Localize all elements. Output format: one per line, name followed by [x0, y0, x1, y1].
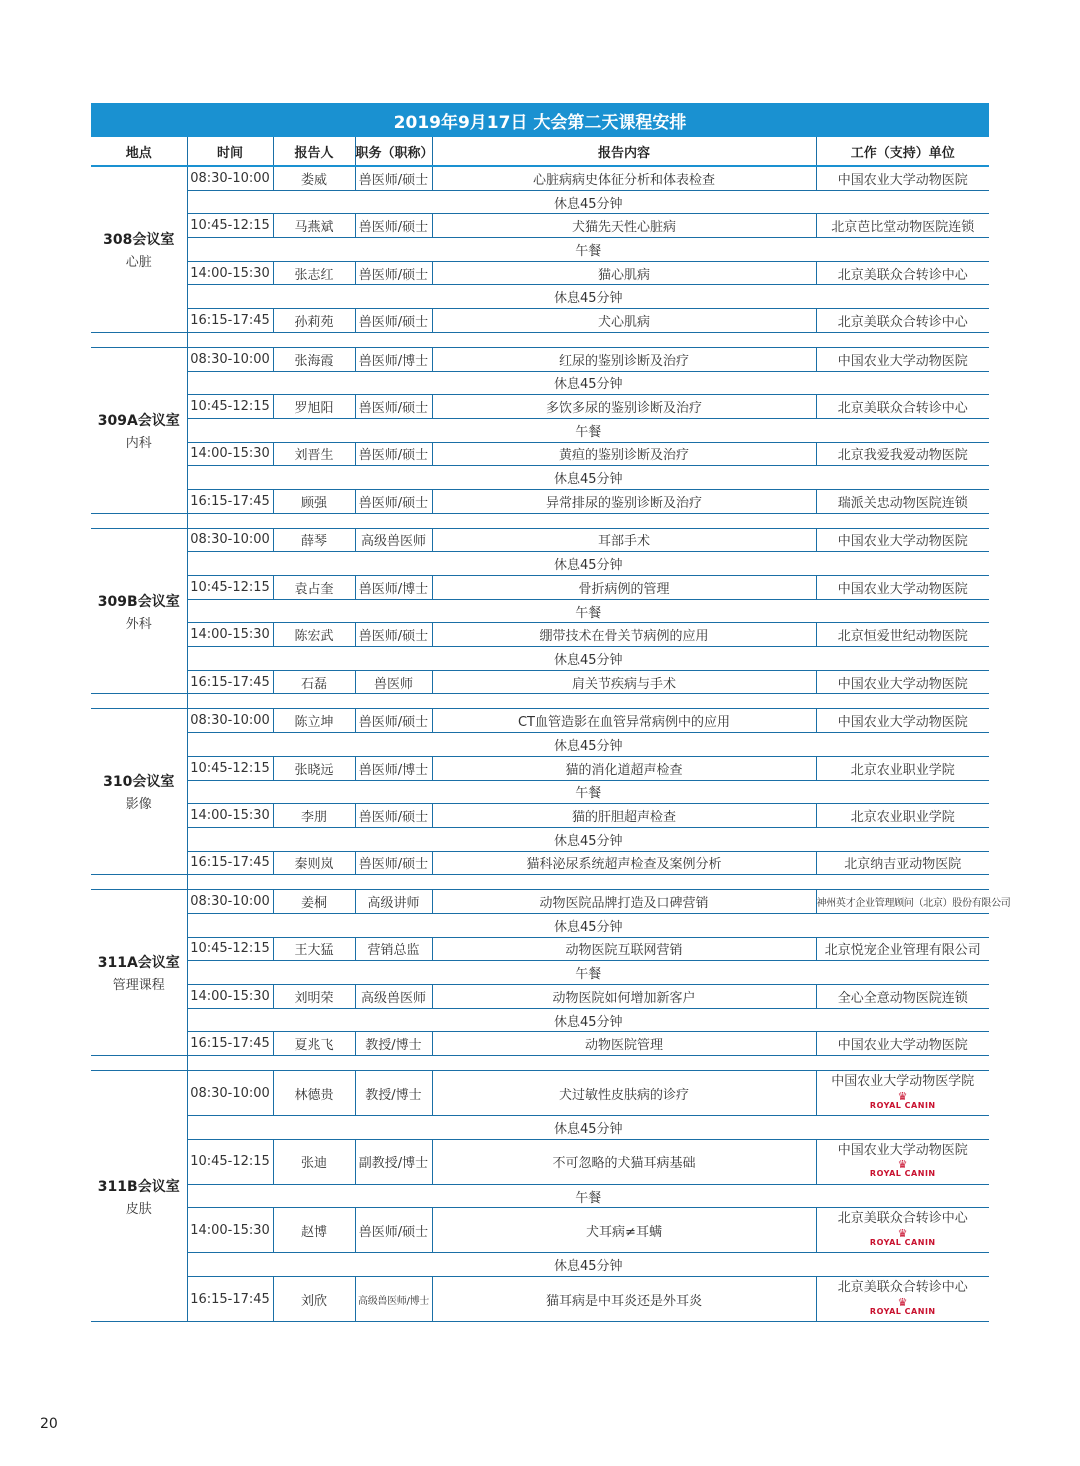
- session-speaker-title: 营销总监: [355, 937, 432, 961]
- spacer-cell: [187, 694, 989, 709]
- session-row: [91, 166, 989, 190]
- session-time: 16:15-17:45: [187, 1032, 273, 1056]
- venue-subject: 影像: [125, 797, 152, 813]
- crown-icon: ♛: [897, 1226, 908, 1240]
- break-row: [91, 466, 989, 490]
- venue-subject: 管理课程: [112, 978, 165, 994]
- session-unit: [816, 985, 989, 1009]
- session-topic: 耳部手术: [432, 528, 816, 552]
- session-time: 16:15-17:45: [187, 489, 273, 513]
- session-topic: 猫的肝胆超声检查: [432, 804, 816, 828]
- session-row: [91, 442, 989, 466]
- session-speaker: 张晓远: [273, 756, 355, 780]
- royal-canin-logo: [870, 1091, 936, 1110]
- session-topic: 猫科泌尿系统超声检查及案例分析: [432, 851, 816, 875]
- header-topic: 报告内容: [432, 137, 816, 166]
- break-row: [91, 733, 989, 757]
- lunch-row: [91, 599, 989, 623]
- break-row: [91, 552, 989, 576]
- session-row: [91, 985, 989, 1009]
- session-topic: 异常排尿的鉴别诊断及治疗: [432, 489, 816, 513]
- session-topic: 动物医院互联网营销: [432, 937, 816, 961]
- session-unit: [816, 851, 989, 875]
- venue-name: 309B会议室: [97, 593, 180, 610]
- session-topic: 不可忽略的犬猫耳病基础: [432, 1139, 816, 1184]
- session-time: 08:30-10:00: [187, 1071, 273, 1116]
- session-time: 14:00-15:30: [187, 261, 273, 285]
- session-speaker-title: 兽医师/硕士: [355, 623, 432, 647]
- unit-name: 北京农业职业学院: [850, 810, 955, 826]
- unit-name: 中国农业大学动物医院: [837, 172, 968, 188]
- spacer-row: [91, 694, 989, 709]
- session-speaker: 袁占奎: [273, 576, 355, 600]
- header-time: 时间: [187, 137, 273, 166]
- session-speaker-title: 兽医师/硕士: [355, 1208, 432, 1253]
- crown-icon: ♛: [897, 1089, 908, 1103]
- session-unit: [816, 804, 989, 828]
- spacer-row: [91, 513, 989, 528]
- session-speaker: 姜桐: [273, 890, 355, 914]
- session-unit: [816, 709, 989, 733]
- logo-text: ROYAL CANIN: [869, 1169, 936, 1179]
- session-unit: [816, 756, 989, 780]
- break-row: [91, 913, 989, 937]
- session-row: [91, 851, 989, 875]
- header-unit: 工作（支持）单位: [816, 137, 989, 166]
- session-unit: [816, 1208, 989, 1253]
- session-unit: [816, 395, 989, 419]
- session-topic: 动物医院品牌打造及口碑营销: [432, 890, 816, 914]
- session-time: 08:30-10:00: [187, 347, 273, 371]
- lunch-row: [91, 961, 989, 985]
- session-unit: [816, 1032, 989, 1056]
- spacer-row: [91, 875, 989, 890]
- session-speaker: 夏兆飞: [273, 1032, 355, 1056]
- session-topic: 动物医院如何增加新客户: [432, 985, 816, 1009]
- session-time: 08:30-10:00: [187, 890, 273, 914]
- session-unit: [816, 261, 989, 285]
- session-time: 08:30-10:00: [187, 528, 273, 552]
- session-time: 10:45-12:15: [187, 1139, 273, 1184]
- session-topic: 犬耳病≠耳螨: [432, 1208, 816, 1253]
- session-speaker: 刘晋生: [273, 442, 355, 466]
- header-venue: 地点: [91, 137, 187, 166]
- break-row: [91, 371, 989, 395]
- break-row: [91, 285, 989, 309]
- session-topic: 猫耳病是中耳炎还是外耳炎: [432, 1277, 816, 1322]
- session-row: [91, 395, 989, 419]
- session-time: 10:45-12:15: [187, 576, 273, 600]
- unit-name: 北京美联众合转诊中心: [837, 1279, 968, 1295]
- crown-icon: ♛: [897, 1158, 908, 1172]
- break-row-label: 休息45分钟: [187, 371, 989, 395]
- session-speaker: 孙莉苑: [273, 309, 355, 333]
- session-speaker-title: 兽医师/硕士: [355, 489, 432, 513]
- session-row: [91, 1208, 989, 1253]
- spacer-cell: [187, 332, 989, 347]
- session-row: [91, 214, 989, 238]
- unit-name: 北京农业职业学院: [850, 762, 955, 778]
- session-topic: 动物医院管理: [432, 1032, 816, 1056]
- session-topic: 多饮多尿的鉴别诊断及治疗: [432, 395, 816, 419]
- session-row: [91, 1139, 989, 1184]
- unit-name: 中国农业大学动物医院: [837, 715, 968, 731]
- session-unit: [816, 1277, 989, 1322]
- session-unit: [816, 214, 989, 238]
- break-row-label: 休息45分钟: [187, 190, 989, 214]
- spacer-cell: [91, 1056, 187, 1071]
- session-time: 16:15-17:45: [187, 309, 273, 333]
- session-topic: 犬过敏性皮肤病的诊疗: [432, 1071, 816, 1116]
- session-topic: 肩关节疾病与手术: [432, 670, 816, 694]
- break-row-label: 休息45分钟: [187, 647, 989, 671]
- break-row-label: 休息45分钟: [187, 1008, 989, 1032]
- unit-name: 中国农业大学动物医院: [837, 1038, 968, 1054]
- session-time: 14:00-15:30: [187, 442, 273, 466]
- session-row: [91, 528, 989, 552]
- session-time: 10:45-12:15: [187, 756, 273, 780]
- break-row-label: 休息45分钟: [187, 285, 989, 309]
- unit-name: 北京美联众合转诊中心: [837, 1211, 968, 1227]
- unit-name: 中国农业大学动物医院: [837, 581, 968, 597]
- session-speaker-title: 兽医师/硕士: [355, 261, 432, 285]
- lunch-row-label: 午餐: [187, 961, 989, 985]
- session-speaker: 石磊: [273, 670, 355, 694]
- lunch-row: [91, 238, 989, 262]
- spacer-cell: [187, 1056, 989, 1071]
- session-row: [91, 890, 989, 914]
- spacer-cell: [91, 694, 187, 709]
- session-speaker-title: 兽医师/硕士: [355, 804, 432, 828]
- schedule-table: [91, 103, 1011, 1322]
- session-speaker: 秦则岚: [273, 851, 355, 875]
- lunch-row-label: 午餐: [187, 238, 989, 262]
- session-unit: [816, 937, 989, 961]
- session-unit: [816, 166, 989, 190]
- header-speaker: 报告人: [273, 137, 355, 166]
- session-speaker: 罗旭阳: [273, 395, 355, 419]
- session-unit: [816, 1071, 989, 1116]
- unit-name: 中国农业大学动物医院: [837, 353, 968, 369]
- session-speaker-title: 高级兽医师/博士: [355, 1277, 432, 1322]
- break-row-label: 休息45分钟: [187, 552, 989, 576]
- session-topic: 绷带技术在骨关节病例的应用: [432, 623, 816, 647]
- session-topic: 犬心肌病: [432, 309, 816, 333]
- lunch-row-label: 午餐: [187, 1184, 989, 1208]
- session-speaker: 陈立坤: [273, 709, 355, 733]
- session-speaker: 刘欣: [273, 1277, 355, 1322]
- lunch-row: [91, 1184, 989, 1208]
- session-row: [91, 261, 989, 285]
- venue-subject: 皮肤: [125, 1201, 152, 1217]
- venue-cell: [91, 347, 187, 513]
- session-speaker-title: 兽医师/硕士: [355, 395, 432, 419]
- session-speaker-title: 高级讲师: [355, 890, 432, 914]
- session-row: [91, 937, 989, 961]
- venue-cell: [91, 166, 187, 332]
- session-speaker-title: 兽医师/硕士: [355, 166, 432, 190]
- session-topic: 犬猫先天性心脏病: [432, 214, 816, 238]
- unit-name: 中国农业大学动物医院: [837, 1142, 968, 1158]
- session-speaker-title: 兽医师/博士: [355, 347, 432, 371]
- session-row: [91, 709, 989, 733]
- session-topic: 黄疸的鉴别诊断及治疗: [432, 442, 816, 466]
- session-topic: 骨折病例的管理: [432, 576, 816, 600]
- session-unit: [816, 576, 989, 600]
- session-time: 14:00-15:30: [187, 985, 273, 1009]
- session-speaker-title: 兽医师/硕士: [355, 214, 432, 238]
- session-speaker-title: 兽医师/博士: [355, 576, 432, 600]
- session-time: 14:00-15:30: [187, 623, 273, 647]
- lunch-row-label: 午餐: [187, 599, 989, 623]
- session-row: [91, 576, 989, 600]
- unit-name: 北京美联众合转诊中心: [837, 314, 968, 330]
- session-speaker: 赵博: [273, 1208, 355, 1253]
- logo-text: ROYAL CANIN: [869, 1237, 936, 1247]
- header-row: [91, 137, 989, 166]
- break-row-label: 休息45分钟: [187, 466, 989, 490]
- unit-name: 北京芭比堂动物医院连锁: [831, 220, 975, 236]
- unit-name: 中国农业大学动物医学院: [831, 1073, 975, 1089]
- lunch-row-label: 午餐: [187, 418, 989, 442]
- venue-name: 308会议室: [103, 231, 175, 248]
- spacer-cell: [187, 513, 989, 528]
- session-time: 08:30-10:00: [187, 709, 273, 733]
- session-time: 10:45-12:15: [187, 937, 273, 961]
- session-unit: [816, 347, 989, 371]
- spacer-cell: [91, 332, 187, 347]
- royal-canin-logo: [870, 1159, 936, 1178]
- header-title: 职务（职称）: [355, 137, 432, 166]
- session-time: 10:45-12:15: [187, 214, 273, 238]
- page-number: 20: [40, 1416, 58, 1432]
- break-row: [91, 647, 989, 671]
- session-row: [91, 1071, 989, 1116]
- venue-name: 310会议室: [103, 774, 175, 791]
- spacer-row: [91, 332, 989, 347]
- break-row-label: 休息45分钟: [187, 827, 989, 851]
- unit-name: 中国农业大学动物医院: [837, 676, 968, 692]
- session-time: 16:15-17:45: [187, 670, 273, 694]
- break-row: [91, 1253, 989, 1277]
- session-row: [91, 756, 989, 780]
- venue-name: 311B会议室: [97, 1178, 180, 1195]
- break-row-label: 休息45分钟: [187, 733, 989, 757]
- venue-subject: 内科: [125, 435, 152, 451]
- unit-name: 全心全意动物医院连锁: [837, 990, 968, 1006]
- unit-name: 瑞派关忠动物医院连锁: [837, 495, 968, 511]
- logo-text: ROYAL CANIN: [869, 1100, 936, 1110]
- unit-name: 北京悦宠企业管理有限公司: [824, 943, 981, 959]
- royal-canin-logo: [870, 1228, 936, 1247]
- venue-cell: [91, 1071, 187, 1322]
- session-speaker-title: 兽医师/博士: [355, 756, 432, 780]
- session-row: [91, 1277, 989, 1322]
- session-speaker-title: 高级兽医师: [355, 528, 432, 552]
- royal-canin-logo: [870, 1297, 936, 1316]
- session-topic: 猫的消化道超声检查: [432, 756, 816, 780]
- page-title: 2019年9月17日 大会第二天课程安排: [91, 103, 989, 137]
- session-speaker: 娄威: [273, 166, 355, 190]
- session-speaker: 薛琴: [273, 528, 355, 552]
- session-speaker: 张海霞: [273, 347, 355, 371]
- session-row: [91, 489, 989, 513]
- crown-icon: ♛: [897, 1295, 908, 1309]
- unit-name: 神州英才企业管理顾问（北京）股份有限公司: [816, 897, 1011, 909]
- session-speaker-title: 教授/博士: [355, 1032, 432, 1056]
- session-topic: 心脏病病史体征分析和体表检查: [432, 166, 816, 190]
- session-speaker: 张志红: [273, 261, 355, 285]
- session-topic: 红尿的鉴别诊断及治疗: [432, 347, 816, 371]
- lunch-row: [91, 418, 989, 442]
- session-time: 08:30-10:00: [187, 166, 273, 190]
- title-row: [91, 103, 989, 137]
- unit-name: 北京美联众合转诊中心: [837, 267, 968, 283]
- unit-name: 北京恒爱世纪动物医院: [837, 629, 968, 645]
- unit-name: 北京纳吉亚动物医院: [844, 857, 962, 873]
- venue-cell: [91, 890, 187, 1056]
- lunch-row-label: 午餐: [187, 780, 989, 804]
- session-topic: CT血管造影在血管异常病例中的应用: [432, 709, 816, 733]
- venue-cell: [91, 528, 187, 694]
- session-speaker: 王大猛: [273, 937, 355, 961]
- session-speaker-title: 高级兽医师: [355, 985, 432, 1009]
- logo-text: ROYAL CANIN: [869, 1306, 936, 1316]
- venue-subject: 外科: [125, 616, 152, 632]
- session-speaker-title: 兽医师: [355, 670, 432, 694]
- session-speaker: 顾强: [273, 489, 355, 513]
- spacer-cell: [91, 875, 187, 890]
- spacer-cell: [91, 513, 187, 528]
- session-row: [91, 309, 989, 333]
- session-unit: [816, 528, 989, 552]
- session-time: 14:00-15:30: [187, 1208, 273, 1253]
- lunch-row: [91, 780, 989, 804]
- venue-name: 309A会议室: [97, 412, 180, 429]
- spacer-row: [91, 1056, 989, 1071]
- session-time: 14:00-15:30: [187, 804, 273, 828]
- session-speaker: 李朋: [273, 804, 355, 828]
- session-speaker-title: 副教授/博士: [355, 1139, 432, 1184]
- session-unit: [816, 890, 1011, 914]
- session-row: [91, 1032, 989, 1056]
- session-topic: 猫心肌病: [432, 261, 816, 285]
- session-speaker-title: 兽医师/硕士: [355, 709, 432, 733]
- unit-name: 北京我爱我爱动物医院: [837, 448, 968, 464]
- session-speaker: 陈宏武: [273, 623, 355, 647]
- session-speaker: 马燕斌: [273, 214, 355, 238]
- session-speaker-title: 兽医师/硕士: [355, 442, 432, 466]
- session-unit: [816, 623, 989, 647]
- venue-name: 311A会议室: [97, 955, 180, 972]
- session-row: [91, 804, 989, 828]
- session-row: [91, 670, 989, 694]
- session-unit: [816, 309, 989, 333]
- break-row: [91, 1116, 989, 1140]
- break-row-label: 休息45分钟: [187, 1116, 989, 1140]
- session-time: 16:15-17:45: [187, 851, 273, 875]
- spacer-cell: [187, 875, 989, 890]
- session-unit: [816, 442, 989, 466]
- venue-subject: 心脏: [125, 254, 152, 270]
- unit-name: 中国农业大学动物医院: [837, 534, 968, 550]
- break-row-label: 休息45分钟: [187, 1253, 989, 1277]
- session-time: 16:15-17:45: [187, 1277, 273, 1322]
- break-row-label: 休息45分钟: [187, 913, 989, 937]
- session-speaker: 刘明荣: [273, 985, 355, 1009]
- break-row: [91, 190, 989, 214]
- session-unit: [816, 670, 989, 694]
- session-row: [91, 623, 989, 647]
- session-speaker-title: 教授/博士: [355, 1071, 432, 1116]
- unit-name: 北京美联众合转诊中心: [837, 401, 968, 417]
- session-speaker-title: 兽医师/硕士: [355, 851, 432, 875]
- session-unit: [816, 489, 989, 513]
- break-row: [91, 1008, 989, 1032]
- venue-cell: [91, 709, 187, 875]
- session-row: [91, 347, 989, 371]
- session-unit: [816, 1139, 989, 1184]
- break-row: [91, 827, 989, 851]
- session-time: 10:45-12:15: [187, 395, 273, 419]
- session-speaker: 张迪: [273, 1139, 355, 1184]
- session-speaker: 林德贵: [273, 1071, 355, 1116]
- session-speaker-title: 兽医师/硕士: [355, 309, 432, 333]
